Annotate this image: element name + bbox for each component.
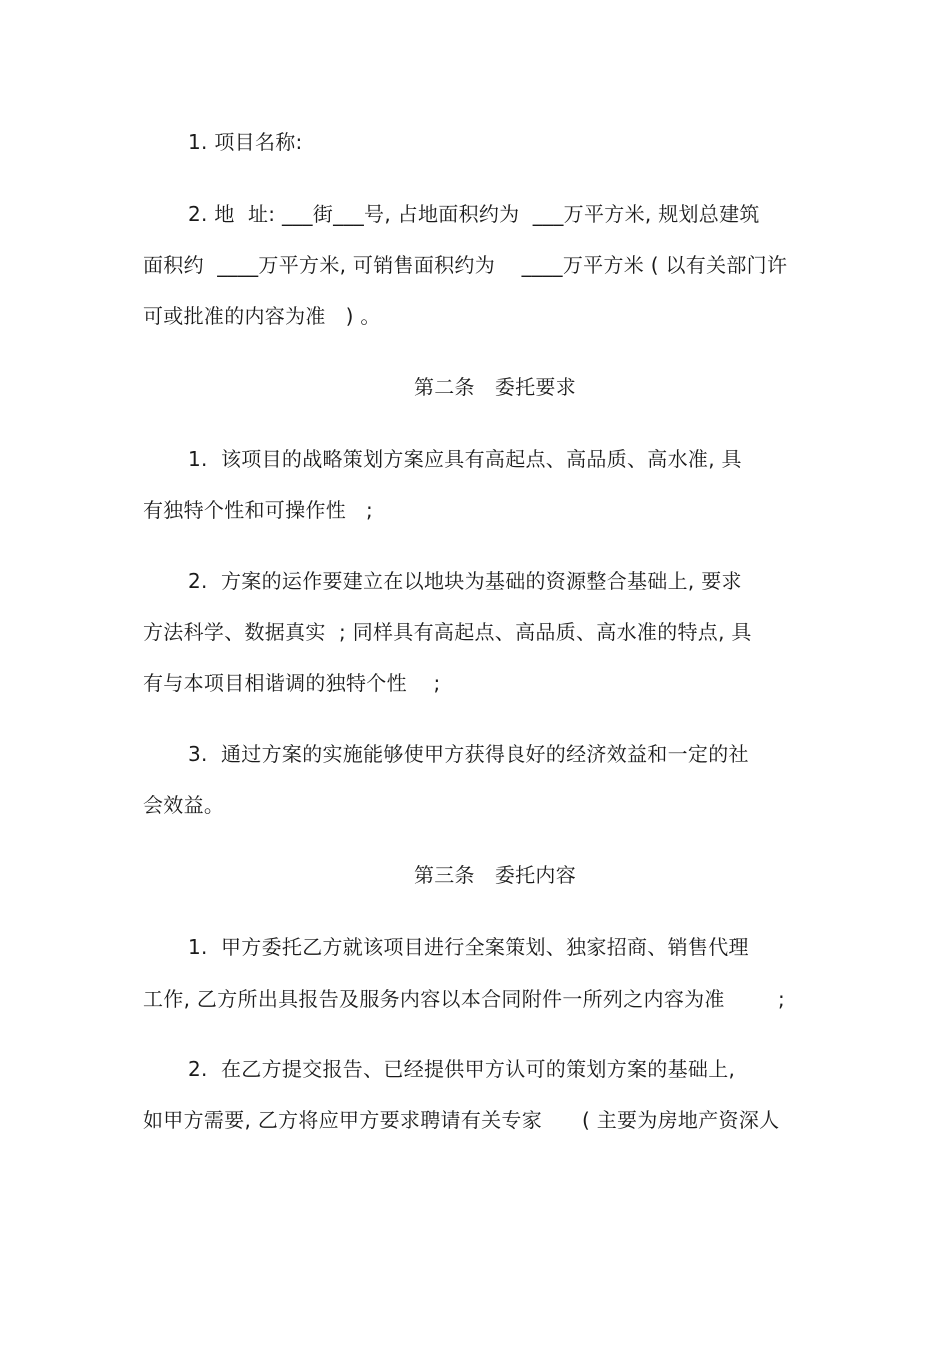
- article-3-item-1-line-1: 1. 甲方委托乙方就该项目进行全案策划、独家招商、销售代理: [188, 935, 749, 959]
- address-line-3: 可或批准的内容为准 ) 。: [143, 304, 381, 328]
- address-line-2: 面积约 ____万平方米, 可销售面积约为 ____万平方米 ( 以有关部门许: [143, 253, 788, 277]
- article-2-item-3-line-2: 会效益。: [143, 793, 225, 817]
- article-2-item-3-line-1: 3. 通过方案的实施能够使甲方获得良好的经济效益和一定的社: [188, 742, 749, 766]
- article-3-item-1-line-2: 工作, 乙方所出具报告及服务内容以本合同附件一所列之内容为准 ;: [143, 987, 786, 1011]
- article-2-item-1-line-2: 有独特个性和可操作性 ;: [143, 498, 374, 522]
- article-2-item-2-line-2: 方法科学、数据真实 ; 同样具有高起点、高品质、高水准的特点, 具: [143, 620, 752, 644]
- article-2-item-1-line-1: 1. 该项目的战略策划方案应具有高起点、高品质、高水准, 具: [188, 447, 742, 471]
- project-name-item: 1. 项目名称:: [188, 130, 303, 154]
- address-line-1: 2. 地 址: ___街___号, 占地面积约为 ___万平方米, 规划总建筑: [188, 202, 760, 226]
- article-3-item-2-line-1: 2. 在乙方提交报告、已经提供甲方认可的策划方案的基础上,: [188, 1057, 736, 1081]
- article-2-heading: 第二条 委托要求: [413, 375, 577, 399]
- article-2-item-2-line-3: 有与本项目相谐调的独特个性 ;: [143, 671, 441, 695]
- article-3-heading: 第三条 委托内容: [413, 863, 577, 887]
- article-2-item-2-line-1: 2. 方案的运作要建立在以地块为基础的资源整合基础上, 要求: [188, 569, 742, 593]
- article-3-item-2-line-2: 如甲方需要, 乙方将应甲方要求聘请有关专家 ( 主要为房地产资深人: [143, 1108, 780, 1132]
